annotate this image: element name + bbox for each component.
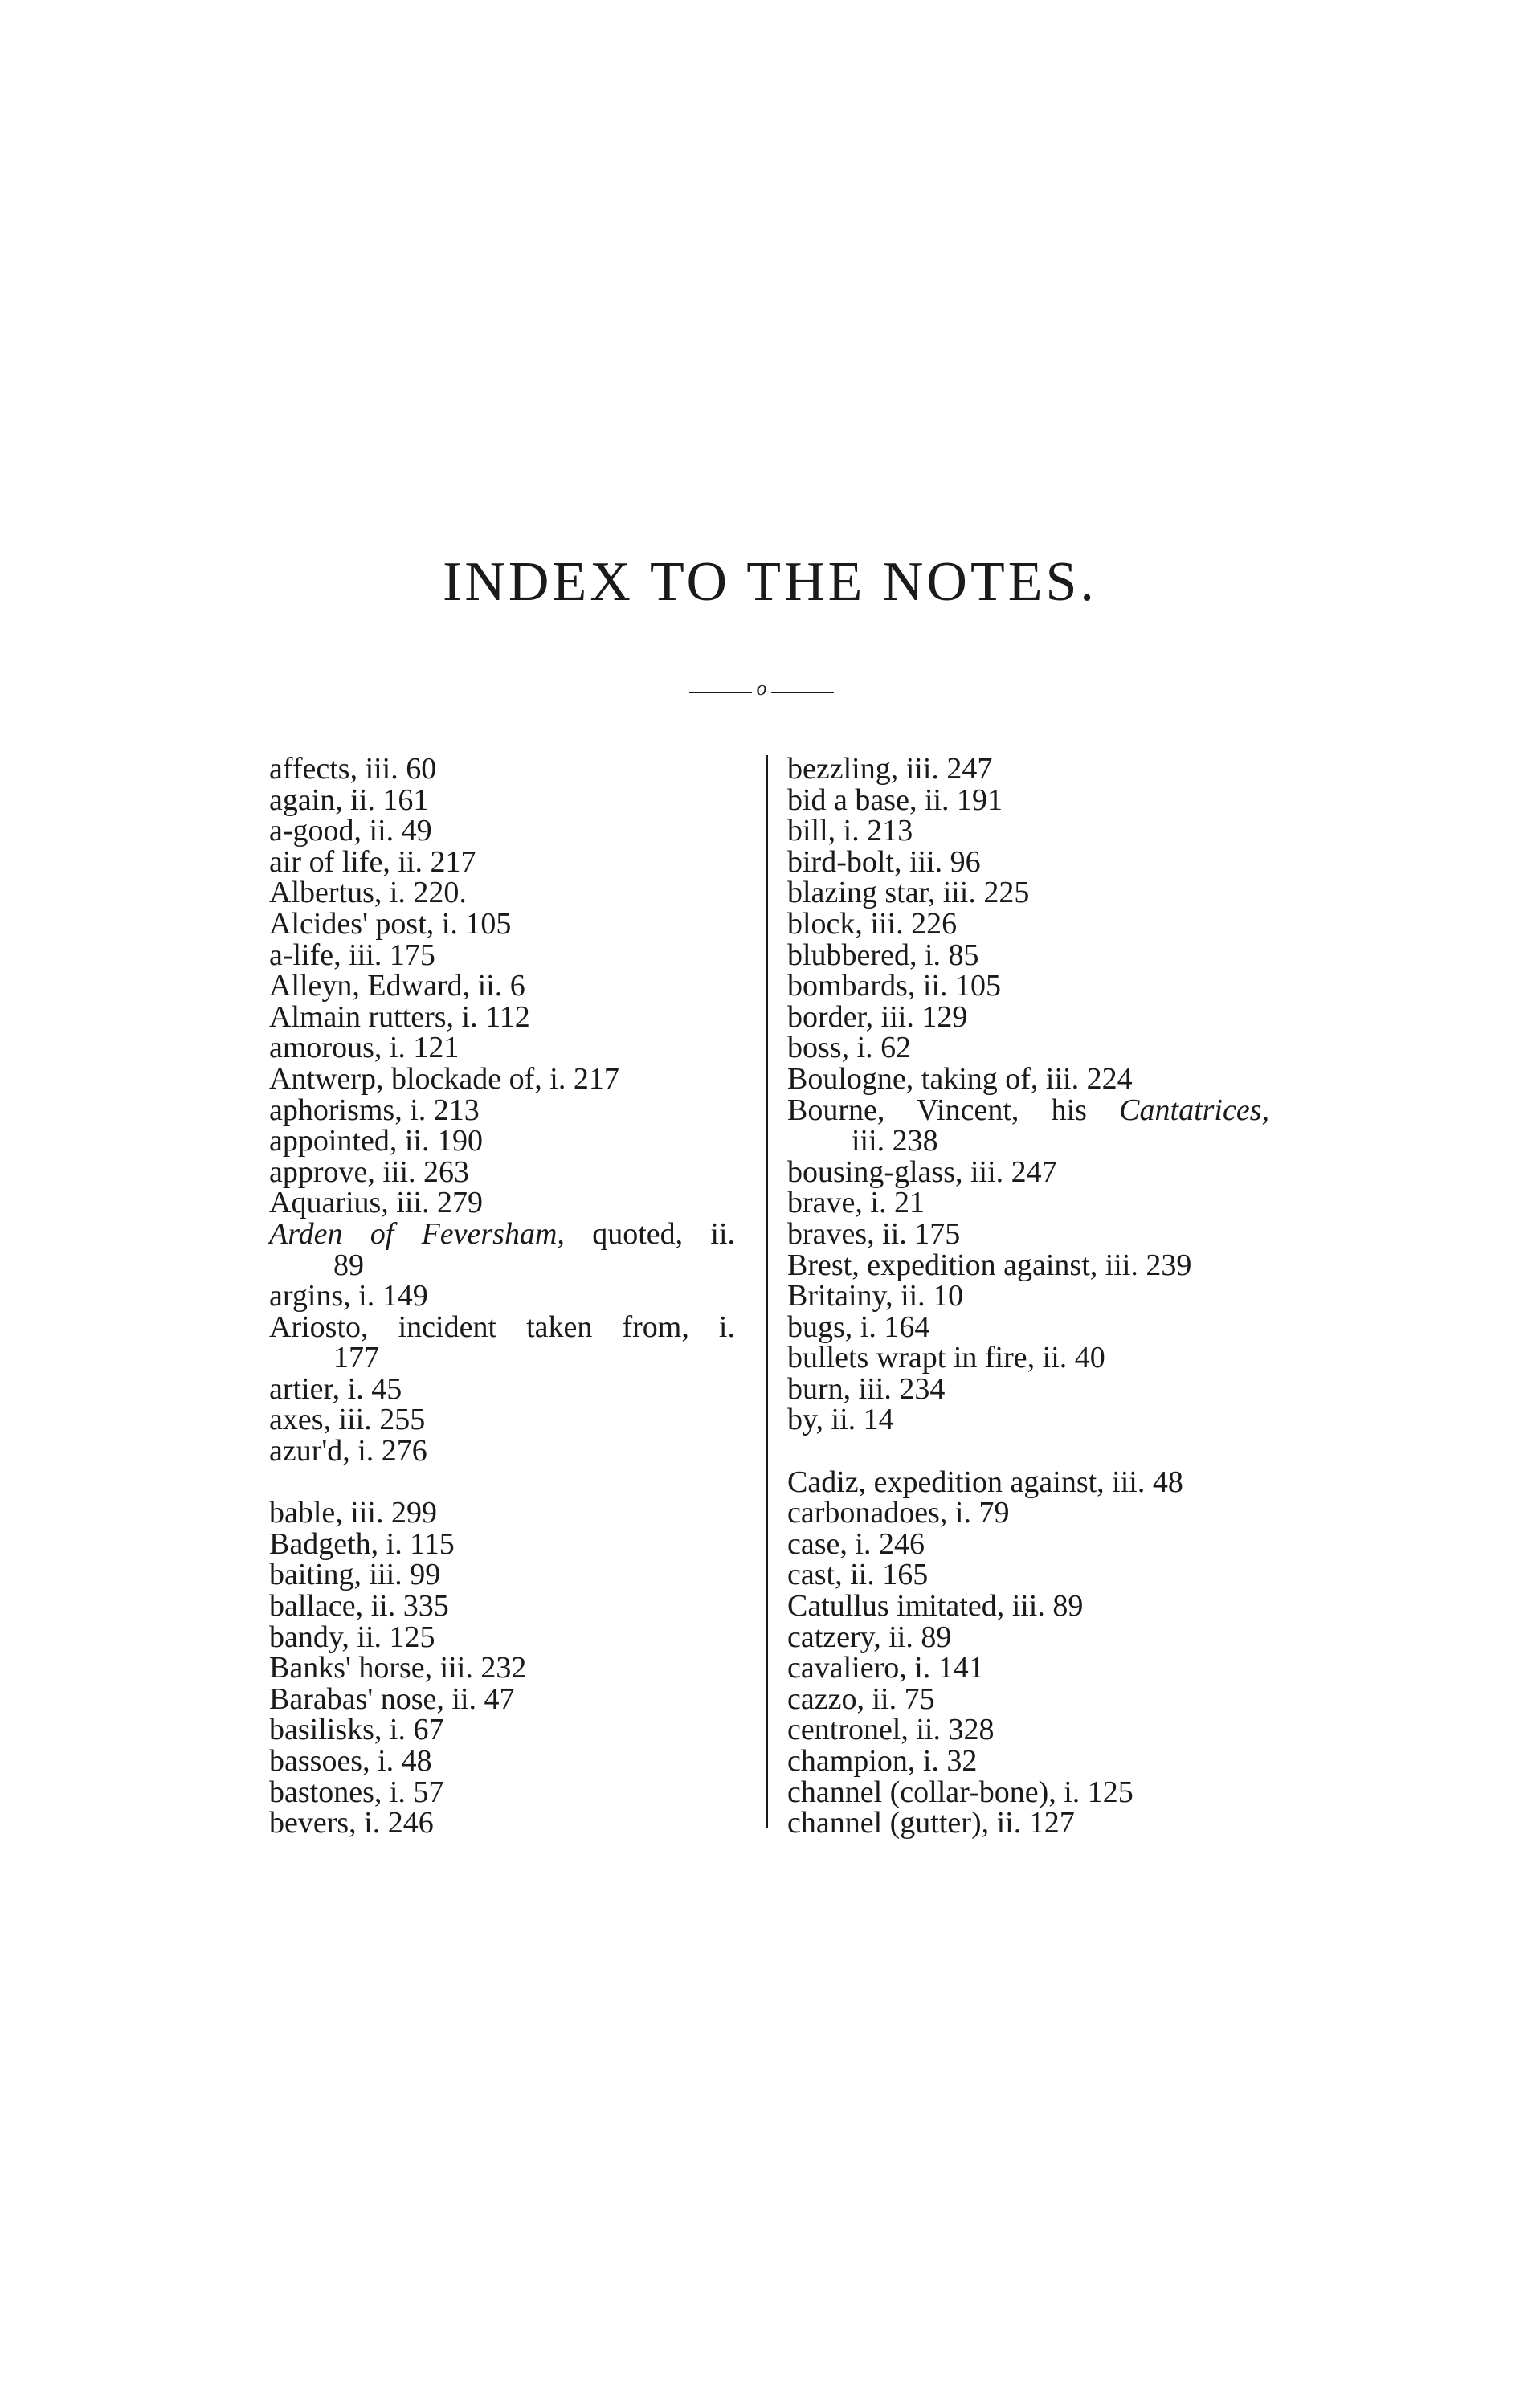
column-divider	[766, 755, 768, 1828]
index-entry: Cadiz, expedition against, iii. 48	[787, 1465, 1183, 1499]
index-entry: a-good, ii. 49	[269, 814, 432, 848]
index-entry: channel (collar-bone), i. 125	[787, 1775, 1134, 1809]
bourne-prefix: Bourne, Vincent, his	[787, 1093, 1087, 1127]
index-group-b1	[787, 754, 1269, 1095]
index-entry: azur'd, i. 276	[269, 1434, 427, 1469]
index-entry: by, ii. 14	[787, 1403, 894, 1437]
index-entry: again, ii. 161	[269, 782, 429, 817]
index-entry: bird-bolt, iii. 96	[787, 844, 981, 879]
index-entry: aphorisms, i. 213	[269, 1093, 480, 1127]
index-entry: centronel, ii. 328	[787, 1713, 995, 1747]
index-entry: Antwerp, blockade of, i. 217	[269, 1061, 619, 1096]
index-entry: burn, iii. 234	[787, 1371, 946, 1406]
index-entry: bandy, ii. 125	[269, 1620, 435, 1654]
index-entry: bezzling, iii. 247	[787, 752, 993, 786]
index-entry: Banks' horse, iii. 232	[269, 1651, 527, 1685]
index-entry: bugs, i. 164	[787, 1309, 930, 1344]
index-entry: approve, iii. 263	[269, 1154, 470, 1189]
ornament-mark: o	[756, 676, 767, 700]
index-entry-ariosto: Ariosto, incident taken from, i.	[269, 1309, 735, 1344]
index-entry: a-life, iii. 175	[269, 938, 435, 972]
index-entry: bastones, i. 57	[269, 1775, 444, 1809]
index-entry-arden	[269, 1216, 736, 1251]
index-entry: bid a base, ii. 191	[787, 782, 1003, 817]
arden-rest: quoted, ii.	[592, 1216, 736, 1251]
index-entry: braves, ii. 175	[787, 1216, 961, 1251]
index-entry: bassoes, i. 48	[269, 1744, 432, 1778]
index-entry: cavaliero, i. 141	[787, 1651, 984, 1685]
index-entry: cast, ii. 165	[787, 1558, 929, 1592]
index-entry: bevers, i. 246	[269, 1806, 434, 1840]
index-entry: appointed, ii. 190	[269, 1124, 483, 1158]
index-entry-argins: argins, i. 149	[269, 1279, 428, 1313]
index-entry: Boulogne, taking of, iii. 224	[787, 1061, 1133, 1096]
index-entry: Albertus, i. 220.	[269, 876, 467, 910]
index-entry: Barabas' nose, ii. 47	[269, 1681, 515, 1716]
index-entry: champion, i. 32	[787, 1744, 978, 1778]
index-entry: bullets wrapt in fire, ii. 40	[787, 1341, 1105, 1375]
index-entry: affects, iii. 60	[269, 752, 437, 786]
index-entry: carbonadoes, i. 79	[787, 1496, 1010, 1530]
index-entry: Almain rutters, i. 112	[269, 999, 530, 1034]
index-entry: Badgeth, i. 115	[269, 1526, 455, 1561]
index-entry: border, iii. 129	[787, 999, 968, 1034]
group-gap	[269, 1467, 735, 1498]
index-group-c	[787, 1467, 1269, 1839]
page-title: INDEX TO THE NOTES.	[443, 551, 1097, 613]
index-entry: axes, iii. 255	[269, 1403, 426, 1437]
index-entry: bousing-glass, iii. 247	[787, 1154, 1057, 1189]
index-group-a	[269, 754, 735, 1219]
group-gap	[787, 1436, 1269, 1467]
index-entry: boss, i. 62	[787, 1031, 912, 1065]
index-entry: baiting, iii. 99	[269, 1558, 441, 1592]
index-entry: basilisks, i. 67	[269, 1713, 444, 1747]
index-entry: brave, i. 21	[787, 1186, 925, 1220]
index-entry: catzery, ii. 89	[787, 1620, 952, 1654]
index-entry: Brest, expedition against, iii. 239	[787, 1248, 1192, 1282]
index-entry: bable, iii. 299	[269, 1496, 437, 1530]
index-entry: channel (gutter), ii. 127	[787, 1806, 1075, 1840]
index-entry: cazzo, ii. 75	[787, 1681, 935, 1716]
index-entry: Alleyn, Edward, ii. 6	[269, 969, 525, 1003]
title-ornament	[689, 676, 834, 702]
index-group-b2	[787, 1154, 1269, 1437]
index-entry: ballace, ii. 335	[269, 1589, 449, 1624]
index-entry-bourne	[787, 1095, 1269, 1126]
index-column-left	[269, 754, 735, 1839]
index-entry: artier, i. 45	[269, 1371, 402, 1406]
index-entry: blazing star, iii. 225	[787, 876, 1030, 910]
index-group-a-end	[269, 1371, 735, 1469]
index-entry: bill, i. 213	[787, 814, 913, 848]
index-entry-ariosto-cont: 177	[333, 1341, 379, 1375]
index-entry: amorous, i. 121	[269, 1031, 460, 1065]
ornament-rule-right	[771, 692, 834, 693]
index-group-b	[269, 1497, 735, 1839]
index-entry-bourne-cont: iii. 238	[852, 1124, 938, 1158]
index-entry: Catullus imitated, iii. 89	[787, 1589, 1084, 1624]
index-entry-arden-cont: 89	[333, 1248, 364, 1282]
index-entry: air of life, ii. 217	[269, 844, 476, 879]
index-entry: case, i. 246	[787, 1526, 925, 1561]
index-entry: block, iii. 226	[787, 906, 958, 941]
index-column-right	[787, 754, 1269, 1839]
index-entry: Britainy, ii. 10	[787, 1279, 964, 1313]
arden-title: Arden of Feversham,	[269, 1216, 565, 1251]
index-entry: Alcides' post, i. 105	[269, 906, 512, 941]
index-entry: bombards, ii. 105	[787, 969, 1001, 1003]
index-entry: blubbered, i. 85	[787, 938, 979, 972]
bourne-title: Cantatrices,	[1119, 1093, 1269, 1127]
index-entry: Aquarius, iii. 279	[269, 1186, 483, 1220]
